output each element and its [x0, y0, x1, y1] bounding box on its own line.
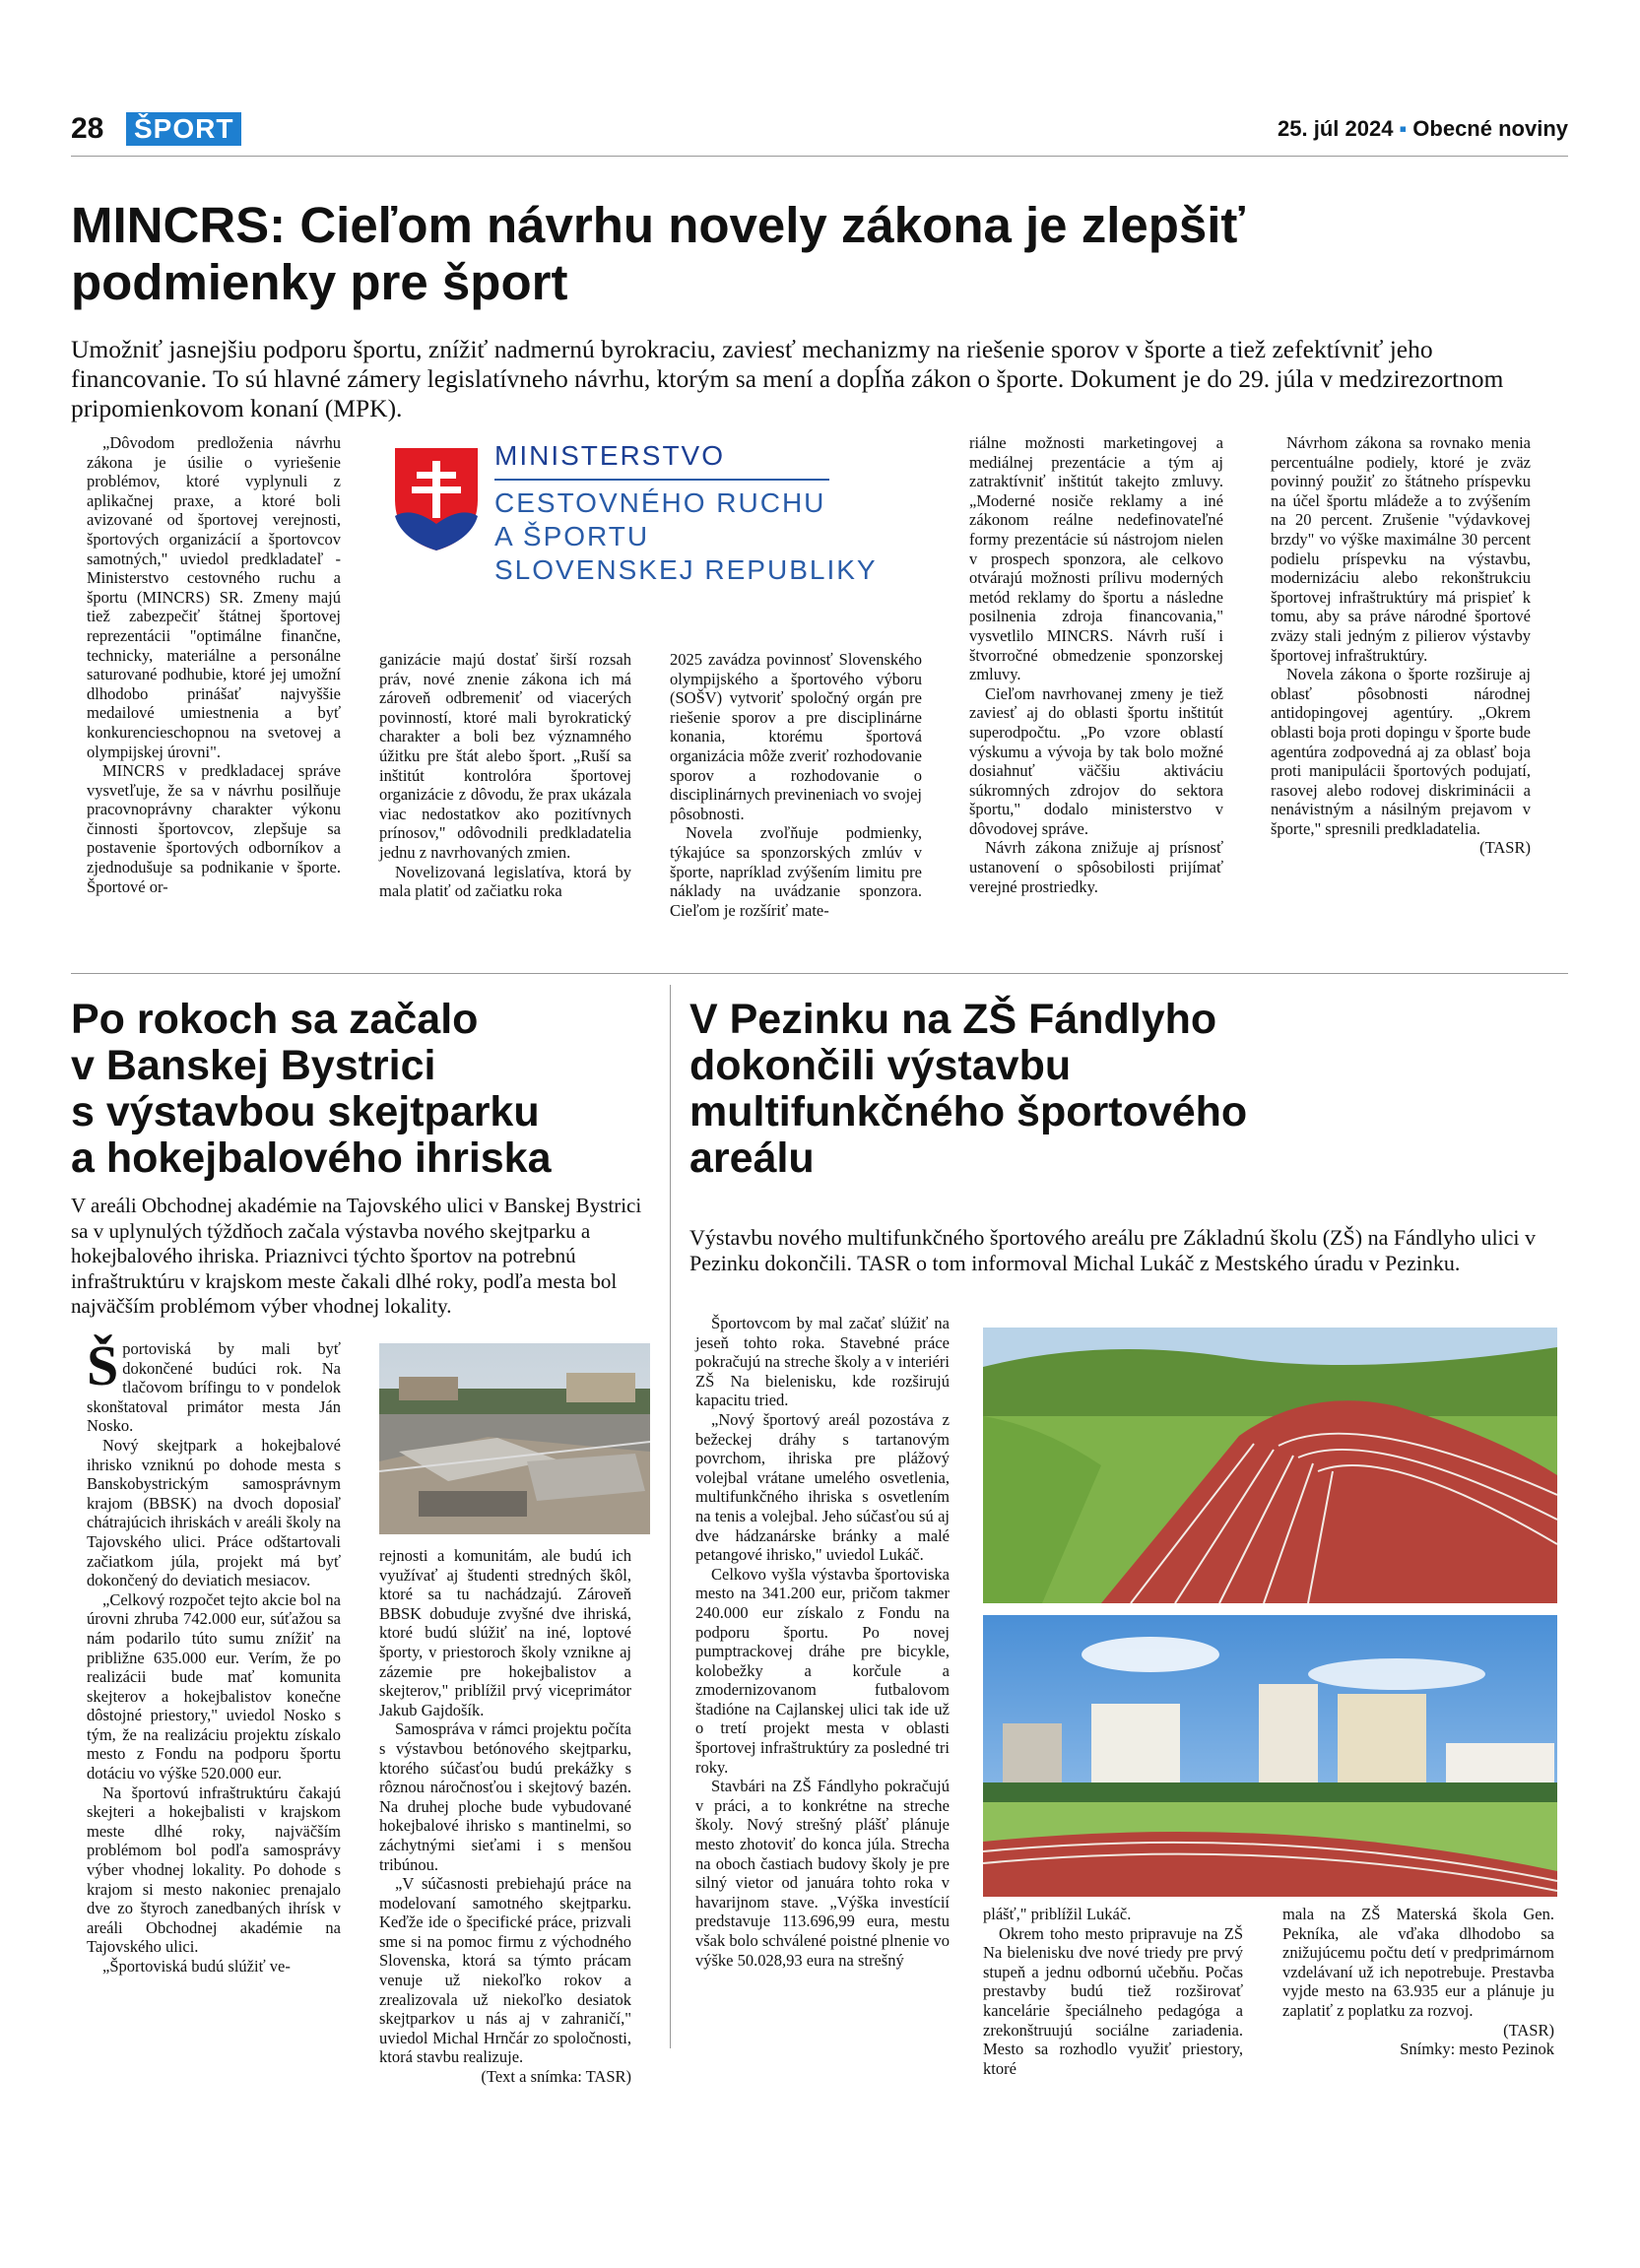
separator-icon: ▪ — [1399, 116, 1408, 141]
column-divider — [670, 985, 671, 2048]
article-3-title-line: areálu — [689, 1134, 815, 1182]
article-2-col-1 — [87, 1333, 341, 1976]
page-header — [71, 110, 1568, 148]
ministry-line: MINISTERSTVO — [494, 440, 726, 471]
issue-info — [1278, 110, 1568, 148]
paragraph: „Športoviská budú slúžiť ve- — [102, 1957, 291, 1976]
article-2-title — [71, 997, 662, 1182]
article-1-title-line: podmienky pre šport — [71, 254, 568, 310]
school-sports-area-photo — [983, 1615, 1557, 1897]
article-2-title-line: v Banskej Bystrici — [71, 1042, 436, 1089]
paragraph: Návrhom zákona sa rovnako menia percentuálne podiely, ktoré je zväz povinný použiť zo štátneho príspevku na účel športu mládeže a to zvýšením na 20 percent. Zrušenie "výdavkovej brzdy" vo výške maximálne 30 percent podielu príspevku na výstavbu, modernizáciu alebo rekonštrukciu športovej infraštruktúry má prispieť k tomu, aby sa práve národné športové zväzy stali jedným z pilierov výstavby športovej infraštruktúry. — [1271, 433, 1531, 665]
paragraph: plášť," priblížil Lukáč. — [983, 1905, 1132, 1923]
issue-date: 25. júl 2024 — [1278, 116, 1394, 141]
slovak-coat-of-arms-icon — [392, 445, 481, 553]
skatepark-construction-photo — [379, 1343, 650, 1534]
paragraph: Na športovú infraštruktúru čakajú skejteri a hokejbalisti v krajskom meste dlhé roky, najväčším problémom bol podľa samosprávy výber vhodnej lokality. Po dohode s krajom si mesto nakoniec prenajalo dve zo štyroch zanedbaných ihrísk v areáli Obchodnej akadémie na Tajovského ulici. — [87, 1782, 341, 1957]
paragraph: MINCRS v predkladacej správe vysvetľuje, že sa v návrhu posilňuje pracovnoprávny charakter výkonu činnosti športovcov, zlepšuje sa postavenie športových odborníkov a zjednodušuje sa podnikanie v športe. Športové or- — [87, 761, 341, 896]
article-credit: (Text a snímka: TASR) — [481, 2067, 631, 2087]
article-3-title-line: dokončili výstavbu — [689, 1042, 1072, 1089]
paragraph-text: portoviská by mali byť dokončené budúci rok. Na tlačovom brífingu to v pondelok skonštatoval primátor mesta Ján Nosko. — [87, 1339, 341, 1436]
paragraph: mala na ZŠ Materská škola Gen. Pekníka, ale vďaka dlhodobo sa znižujúcemu počtu detí v predprimárnom vzdelávaní už ich nepotrebuje. Prestavba vyjde mesto na 63.935 eur a plánuje ju zaplatiť z poplatku za rozvoj. — [1282, 1905, 1554, 2020]
section-label: ŠPORT — [126, 112, 241, 146]
paragraph: Cieľom navrhovanej zmeny je tiež zaviesť aj do oblasti športu inštitút superodpočtu. „Po vzore oblastí výskumu a vývoja by tak bolo možné dosiahnuť väčšiu aktiváciu súkromných zdrojov do sektora športu," dodalo ministerstvo v dôvodovej správe. — [969, 683, 1223, 838]
ministry-logo — [384, 433, 946, 640]
paragraph: Novela zvoľňuje podmienky, týkajúce sa sponzorských zmlúv v športe, napríklad zvýšením limitu pre náklady na uvádzanie sponzora. Cieľom je rozšíriť mate- — [670, 823, 922, 920]
article-3-title-line: multifunkčného športového — [689, 1088, 1248, 1135]
paragraph: Celkovo vyšla výstavba športoviska mesto na 341.200 eur, pričom takmer 240.000 eur získalo z Fondu na podporu športu. Po novej pumptrackovej dráhe pre bicykle, kolobežky a korčule a zmodernizovanom futbalovom štadióne na Cajlanskej ulici tak ide už o tretí projekt mesta v oblasti športovej infraštruktúry za posledné tri roky. — [695, 1564, 950, 1777]
ministry-line: SLOVENSKEJ REPUBLIKY — [494, 554, 878, 585]
drop-cap: Š — [87, 1333, 119, 1397]
article-2-title-line: Po rokoch sa začalo — [71, 996, 479, 1043]
article-1-col-3 — [670, 650, 922, 920]
running-track-photo — [983, 1328, 1557, 1603]
paragraph: riálne možnosti marketingovej a mediálnej prezentácie a tým aj zatraktívniť inštitút takejto zmluvy. „Moderné nosiče reklamy a iné zákonom reálne nedefinovateľné formy prezentácie sú nástrojom nielen v prospech sponzora, ale celkovo otvárajú možnosti prílivu moderných metód reklamy do športu a následne posilnenia zdroja financovania," vysvetlilo MINCRS. Návrh ruší i štvorročné obmedzenie sponzorskej zmluvy. — [969, 433, 1223, 684]
article-3-title-line: V Pezinku na ZŠ Fándlyho — [689, 996, 1217, 1043]
article-3-col-3 — [1282, 1905, 1554, 2059]
paragraph: Novela zákona o športe rozširuje aj oblasť pôsobnosti národnej antidopingovej agentúry. „Okrem oblasti boja proti dopingu v športe bude agentúra zodpovedná aj za oblasť boja proti manipulácii športových podujatí, rasovej alebo rodovej diskriminácii a nenávistným a násilným prejavom v športe," spresnili predkladatelia. — [1271, 665, 1531, 838]
article-credit: (TASR) — [1479, 838, 1531, 858]
article-credit: (TASR) — [1503, 2020, 1554, 2040]
article-2-lead: V areáli Obchodnej akadémie na Tajovského ulici v Banskej Bystrici sa v uplynulých týždňoch začala výstavba nového skejtparku a hokejbalového ihriska. Priaznivci týchto športov na potrebnú infraštruktúru v krajskom meste čakali dlhé roky, podľa mesta bol najväčším problémom výber vhodnej lokality. — [71, 1194, 642, 1318]
article-2-title-line: s výstavbou skejtparku — [71, 1088, 540, 1135]
ministry-line: CESTOVNÉHO RUCHU — [494, 487, 826, 518]
header-rule — [71, 156, 1568, 157]
ministry-line: A ŠPORTU — [494, 521, 650, 551]
paragraph: Nový skejtpark a hokejbalové ihrisko vzniknú po dohode mesta s Banskobystrickým samosprávnym krajom (BBSK) na dvoch doposiaľ chátrajúcich ihriskách v areáli školy na Tajovského ulici. Práce odštartovali začiatkom júla, projekt má byť dokončený do deviatich mesiacov. — [87, 1435, 341, 1590]
paragraph: „Dôvodom predloženia návrhu zákona je úsilie o vyriešenie problémov, ktoré vyplynuli z aplikačnej praxe, a ktoré boli avizované od športovej verejnosti, športových organizácií a športovcov samotných," uviedol predkladateľ - Ministerstvo cestovného ruchu a športu (MINCRS) SR. Zmeny majú tiež zabezpečiť štátnej športovej reprezentácii "optimálne finančne, technicky, materiálne a personálne saturované podhubie, ktoré jej umožní dlhodobo prinášať najvyššie medailové umiestnenia a byť konkurencieschopnou na svetovej a olympijskej úrovni". — [87, 433, 341, 761]
article-1-col-4 — [969, 433, 1223, 896]
article-3-col-2 — [983, 1905, 1243, 2078]
paragraph: Novelizovaná legislatíva, ktorá by mala platiť od začiatku roka — [379, 862, 631, 901]
page-number: 28 — [71, 112, 104, 145]
photo-credit: Snímky: mesto Pezinok — [1400, 2040, 1554, 2059]
article-1-title-line: MINCRS: Cieľom návrhu novely zákona je zlepšiť — [71, 197, 1245, 253]
article-1-lead: Umožniť jasnejšiu podporu športu, znížiť nadmernú byrokraciu, zaviesť mechanizmy na riešenie sporov v športe a tiež zefektívniť jeho financovanie. To sú hlavné zámery legislatívneho návrhu, ktorým sa mení a dopĺňa zákon o športe. Dokument je do 29. júla v medzirezortnom pripomienkovom konaní (MPK). — [71, 335, 1504, 422]
paragraph: 2025 zavádza povinnosť Slovenského olympijského a športového výboru (SOŠV) vytvoriť spoločný orgán pre riešenie sporov a pre disciplinárne konania, ktorému športová organizácia môže zveriť rozhodovanie sporov a rozhodovanie o disciplinárnych previneniach vo svojej pôsobnosti. — [670, 650, 922, 823]
article-1-title — [71, 197, 1568, 311]
paragraph: Stavbári na ZŠ Fándlyho pokračujú v práci, a to konkrétne na streche školy. Nový strešný plášť plánuje mesto zhotoviť do konca júla. Strecha na oboch častiach budovy školy je pre silný vietor od januára tohto roka v havarijnom stave. „Výška investícií predstavuje 113.696,99 eura, mestu však bolo schválené poistné plnenie vo výške 50.028,93 eura na strešný — [695, 1777, 950, 1970]
article-2-title-line: a hokejbalového ihriska — [71, 1134, 552, 1182]
paragraph: Okrem toho mesto pripravuje na ZŠ Na bielenisku dve nové triedy pre prvý stupeň a jednu odbornú učebňu. Počas prestavby budú tiež rozširovať kancelárie špeciálneho pedagóga a zrekonštruujú sociálne zariadenia. Mesto sa rozhodlo využiť priestory, ktoré — [983, 1923, 1243, 2078]
paragraph: rejnosti a komunitám, ale budú ich využívať aj študenti stredných škôl, ktoré sa tu nachádzajú. Zároveň BBSK dobuduje zvyšné dve ihriská, ktoré budú slúžiť na iné, loptové športy, v priestoroch školy vznikne aj zázemie pre hokejbalistov a skejterov," priblížil prvý viceprimátor Jakub Gajdošík. — [379, 1546, 631, 1719]
paper-name: Obecné noviny — [1412, 116, 1568, 141]
article-1-col-5 — [1271, 433, 1531, 858]
paragraph: Návrh zákona znižuje aj prísnosť ustanovení o spôsobilosti prijímať verejné prostriedky. — [969, 838, 1223, 896]
article-3-lead: Výstavbu nového multifunkčného športového areálu pre Základnú školu (ZŠ) na Fándlyho ulici v Pezinku dokončili. TASR o tom informoval Michal Lukáč z Mestského úradu v Pezinku. — [689, 1225, 1537, 1275]
paragraph: „Celkový rozpočet tejto akcie bol na úrovni zhruba 742.000 eur, súťažou sa nám podarilo túto sumu znížiť na približne 635.000 eur. Verím, že po realizácii bude mať komunita skejterov a hokejbalistov konečne dôstojné priestory," uviedol Nosko s tým, že na realizáciu projektu získalo mesto z Fondu na podporu športu dotáciu vo výške 520.000 eur. — [87, 1589, 341, 1783]
paragraph: ganizácie majú dostať širší rozsah práv, nové znenie zákona ich má zároveň odbremeniť od viacerých povinností, ktoré mali byrokratický charakter a boli bez významného úžitku pre štát alebo šport. „Ruší sa inštitút kontrolóra športovej organizácie z dôvodu, že prax ukázala viac nedostatkov ako pozitívnych prínosov," odôvodnili predkladatelia jednu z navrhovaných zmien. — [379, 650, 631, 862]
article-3-title — [689, 997, 1556, 1182]
article-2-col-2 — [379, 1546, 631, 2087]
article-3-col-1 — [695, 1314, 950, 1970]
paragraph: Samospráva v rámci projektu počíta s výstavbou betónového skejtparku, ktorého súčasťou budú prekážky s rôznou náročnosťou i skejtový bazén. Na druhej ploche bude vybudované hokejbalové ihrisko s mantinelmi, so záchytnými sieťami i s menšou tribúnou. — [379, 1719, 631, 1874]
logo-divider — [494, 479, 829, 481]
article-divider — [71, 973, 1568, 974]
ministry-name — [494, 439, 878, 587]
article-1-col-1 — [87, 433, 341, 896]
paragraph: „V súčasnosti prebiehajú práce na modelovaní samotného skejtparku. Keďže ide o špecifické práce, prizvali sme si na pomoc firmu z východného Slovenska, ktorá sa týmto prácam venuje už niekoľko rokov a zrealizovala už niekoľko desiatok skejtparkov u nás aj v zahraničí," uviedol Michal Hrnčár zo spoločnosti, ktorá stavbu realizuje. — [379, 1874, 631, 2067]
paragraph — [87, 1333, 341, 1436]
paragraph: Športovcom by mal začať slúžiť na jeseň tohto roka. Stavebné práce pokračujú na streche školy a v interiéri ZŠ Na bielenisku, kde rozširujú kapacitu tried. — [695, 1314, 950, 1410]
paragraph: „Nový športový areál pozostáva z bežeckej dráhy s tartanovým povrchom, ihriska pre plážový volejbal vrátane umelého osvetlenia, multifunkčného ihriska s osvetlením na tenis a volejbal. Jeho súčasťou sú aj dve hádzanárske bránky a malé petangové ihrisko," uviedol Lukáč. — [695, 1409, 950, 1565]
article-1-col-2 — [379, 650, 631, 901]
